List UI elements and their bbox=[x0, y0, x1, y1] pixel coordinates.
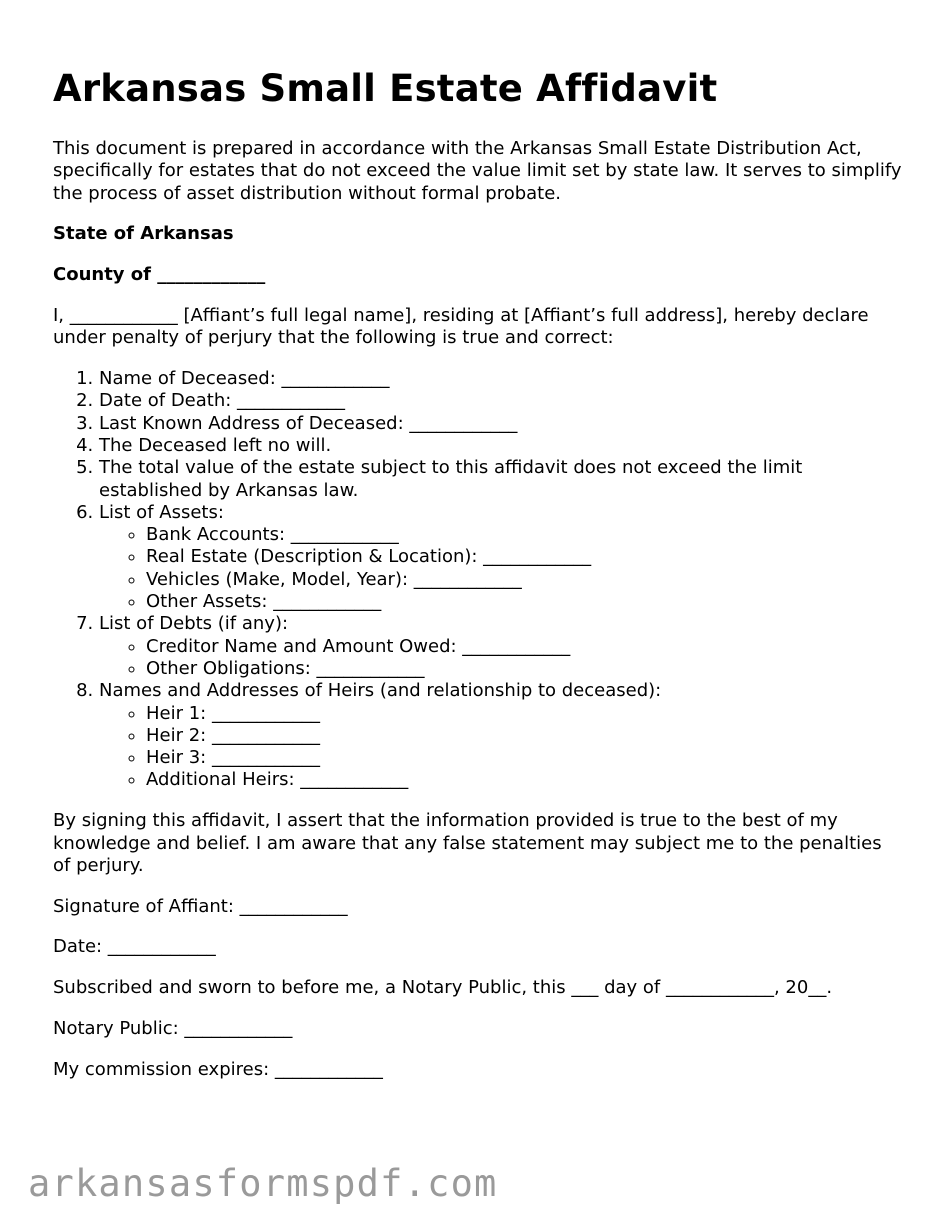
sub-list-item: ◦ Creditor Name and Amount Owed: ____________ bbox=[146, 636, 903, 658]
sub-list-item: ◦ Vehicles (Make, Model, Year): ____________ bbox=[146, 569, 903, 591]
list-item: 6. List of Assets: ◦ Bank Accounts: ____________ ◦ Real Estate (Description & Location): ____________ ◦ Vehicles (Make, Model, Year): ____________ ◦ Other Assets: ____________ bbox=[99, 502, 903, 613]
sub-list-item: ◦ Other Assets: ____________ bbox=[146, 591, 903, 613]
watermark: arkansasformspdf.com bbox=[28, 1162, 498, 1205]
commission-line: My commission expires: ____________ bbox=[53, 1058, 383, 1080]
list-item: 4. The Deceased left no will. bbox=[99, 435, 903, 457]
sub-list-item: ◦ Heir 1: ____________ bbox=[146, 703, 903, 725]
sub-list-item: ◦ Heir 3: ____________ bbox=[146, 747, 903, 769]
list-item: 2. Date of Death: ____________ bbox=[99, 390, 903, 412]
intro-paragraph: This document is prepared in accordance with the Arkansas Small Estate Distribution Act, specifically for estates that do not exceed the value limit set by state law. It serves to simplify the process of asset distribution without formal probate. bbox=[53, 138, 902, 204]
sub-list-item: ◦ Heir 2: ____________ bbox=[146, 725, 903, 747]
heirs-sublist bbox=[99, 703, 903, 792]
list-item: 1. Name of Deceased: ____________ bbox=[99, 368, 903, 390]
list-item: 3. Last Known Address of Deceased: ____________ bbox=[99, 413, 903, 435]
state-line: State of Arkansas bbox=[53, 223, 234, 245]
affidavit-items-list bbox=[53, 368, 903, 792]
list-item: 5. The total value of the estate subject to this affidavit does not exceed the limit established by Arkansas law. bbox=[99, 457, 903, 502]
closing-paragraph: By signing this affidavit, I assert that the information provided is true to the best of my knowledge and belief. I am aware that any false statement may subject me to the penalties of perjury. bbox=[53, 810, 882, 876]
sub-list-item: ◦ Bank Accounts: ____________ bbox=[146, 524, 903, 546]
sub-list-item: ◦ Additional Heirs: ____________ bbox=[146, 769, 903, 791]
list-item: 8. Names and Addresses of Heirs (and relationship to deceased): ◦ Heir 1: ____________ ◦ Heir 2: ____________ ◦ Heir 3: ____________ ◦ Additional Heirs: ____________ bbox=[99, 680, 903, 791]
sub-list-item: ◦ Other Obligations: ____________ bbox=[146, 658, 903, 680]
date-line: Date: ____________ bbox=[53, 936, 216, 958]
sworn-statement: Subscribed and sworn to before me, a Notary Public, this ___ day of ____________, 20__. bbox=[53, 977, 833, 999]
declaration-paragraph: I, ____________ [Affiant’s full legal name], residing at [Affiant’s full address], hereby declare under penalty of perjury that the following is true and correct: bbox=[53, 304, 869, 349]
document-title: Arkansas Small Estate Affidavit bbox=[53, 67, 718, 110]
signature-line: Signature of Affiant: ____________ bbox=[53, 895, 348, 917]
assets-sublist bbox=[99, 524, 903, 613]
sub-list-item: ◦ Real Estate (Description & Location): ____________ bbox=[146, 546, 903, 568]
debts-sublist bbox=[99, 636, 903, 681]
document-page bbox=[53, 64, 903, 1100]
notary-line: Notary Public: ____________ bbox=[53, 1018, 293, 1039]
list-item: 7. List of Debts (if any): ◦ Creditor Name and Amount Owed: ____________ ◦ Other Obligations: ____________ bbox=[99, 613, 903, 680]
county-line: County of ____________ bbox=[53, 264, 266, 286]
